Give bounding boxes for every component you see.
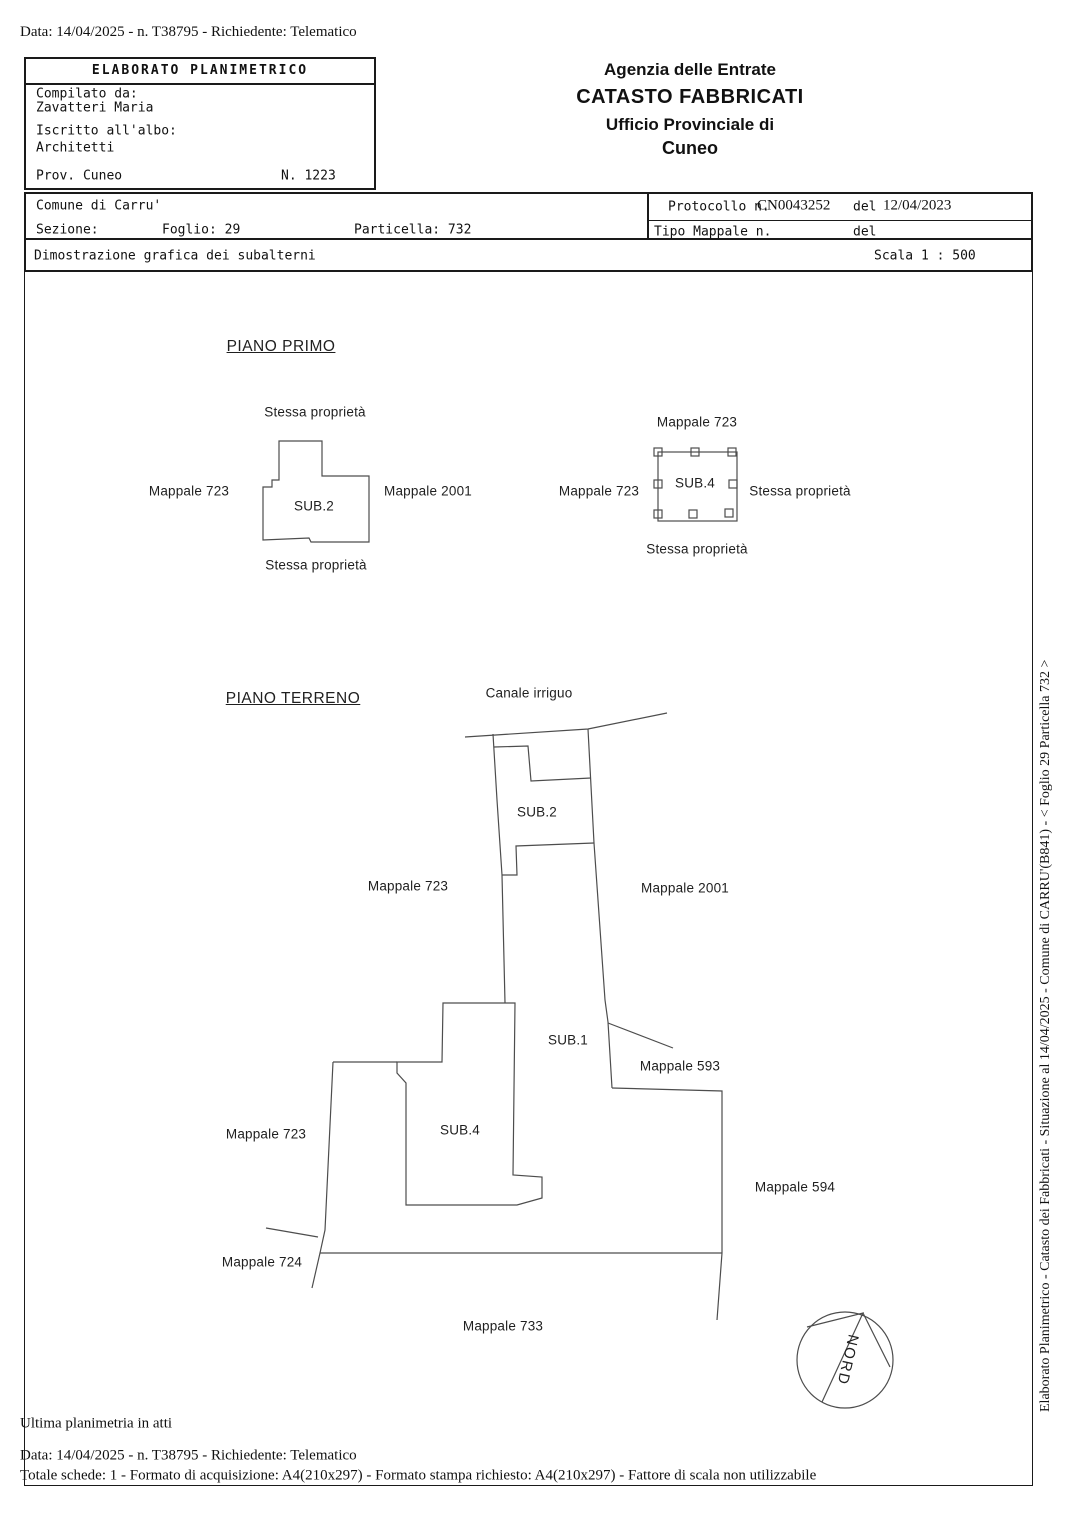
request-info-line: Data: 14/04/2025 - n. T38795 - Richiedente: Telematico xyxy=(20,24,357,40)
piano-terreno-label-sub-1: SUB.1 xyxy=(547,1032,589,1048)
protocol-row xyxy=(24,192,1033,240)
sezione-label: Sezione: xyxy=(36,222,99,238)
protocollo-number: CN0043252 xyxy=(757,197,831,214)
sidebar-vertical-text: Elaborato Planimetrico - Catasto dei Fabbricati - Situazione al 14/04/2025 - Comune di CARRU'(B841) - < Foglio 29 Particella 732 > xyxy=(1038,659,1053,1412)
agency-header xyxy=(560,60,820,159)
piano-primo-title: PIANO PRIMO xyxy=(226,338,336,355)
protocollo-del: del xyxy=(853,199,877,215)
protocol-cell-divider xyxy=(649,220,1033,221)
footer-totale: Totale schede: 1 - Formato di acquisizione: A4(210x297) - Formato stampa richiesto: A4(210x297) - Fattore di scala non utilizzabile xyxy=(20,1467,817,1484)
piano-primo-label-stessa-propriet-: Stessa proprietà xyxy=(265,557,367,573)
piano-primo-label-sub-4: SUB.4 xyxy=(674,475,716,491)
prov-label: Prov. Cuneo xyxy=(36,168,123,184)
office-label: Ufficio Provinciale di xyxy=(605,115,775,134)
agency-name: Agenzia delle Entrate xyxy=(604,60,776,79)
nord-label: NORD xyxy=(833,1332,862,1388)
piano-terreno-label-sub-4: SUB.4 xyxy=(439,1122,481,1138)
piano-terreno-label-mappale-2001: Mappale 2001 xyxy=(641,880,729,896)
piano-terreno-label-mappale-723: Mappale 723 xyxy=(225,1126,307,1142)
office-city: Cuneo xyxy=(662,138,718,158)
protocollo-label: Protocollo n. xyxy=(668,199,770,215)
piano-terreno-label-mappale-593: Mappale 593 xyxy=(639,1058,721,1074)
elaborato-title: ELABORATO PLANIMETRICO xyxy=(26,59,374,85)
piano-primo-label-stessa-propriet-: Stessa proprietà xyxy=(264,404,366,420)
piano-terreno-label-mappale-724: Mappale 724 xyxy=(221,1254,303,1270)
comune-label: Comune di Carru' xyxy=(36,198,162,214)
elaborato-planimetrico-box xyxy=(24,57,376,190)
catasto-title: CATASTO FABBRICATI xyxy=(576,86,804,108)
scala-label: Scala 1 : 500 xyxy=(874,248,976,264)
piano-terreno-label-sub-2: SUB.2 xyxy=(516,804,558,820)
protocollo-date: 12/04/2023 xyxy=(883,197,952,214)
piano-terreno-title: PIANO TERRENO xyxy=(225,690,361,707)
piano-primo-label-mappale-723: Mappale 723 xyxy=(656,414,738,430)
piano-terreno-label-mappale-723: Mappale 723 xyxy=(367,878,449,894)
piano-terreno-label-mappale-594: Mappale 594 xyxy=(754,1179,836,1195)
albo-number: N. 1223 xyxy=(281,168,336,184)
dimostrazione-label: Dimostrazione grafica dei subalterni xyxy=(34,248,316,264)
tipo-mappale-del: del xyxy=(853,224,877,240)
piano-primo-label-mappale-2001: Mappale 2001 xyxy=(384,483,472,499)
piano-terreno-label-canale-irriguo: Canale irriguo xyxy=(485,685,573,701)
foglio-label: Foglio: 29 xyxy=(162,222,241,238)
piano-primo-label-stessa-propriet-: Stessa proprietà xyxy=(749,483,851,499)
drawing-area xyxy=(24,272,1033,1486)
footer-data: Data: 14/04/2025 - n. T38795 - Richiedente: Telematico xyxy=(20,1447,357,1464)
piano-primo-label-mappale-723: Mappale 723 xyxy=(148,483,230,499)
protocol-row-divider xyxy=(647,194,649,238)
piano-primo-label-sub-2: SUB.2 xyxy=(293,498,335,514)
dimostrazione-row xyxy=(24,240,1033,272)
particella-label: Particella: 732 xyxy=(354,222,472,238)
footer-ultima: Ultima planimetria in atti xyxy=(20,1415,173,1432)
piano-terreno-label-mappale-733: Mappale 733 xyxy=(462,1318,544,1334)
tipo-mappale-label: Tipo Mappale n. xyxy=(654,224,772,240)
albo-value: Architetti xyxy=(36,140,115,156)
compilato-value: Zavatteri Maria xyxy=(36,100,154,116)
piano-primo-label-mappale-723: Mappale 723 xyxy=(558,483,640,499)
compilato-label: Compilato da: xyxy=(36,86,138,102)
albo-label: Iscritto all'albo: xyxy=(36,123,177,139)
piano-primo-label-stessa-propriet-: Stessa proprietà xyxy=(646,541,748,557)
